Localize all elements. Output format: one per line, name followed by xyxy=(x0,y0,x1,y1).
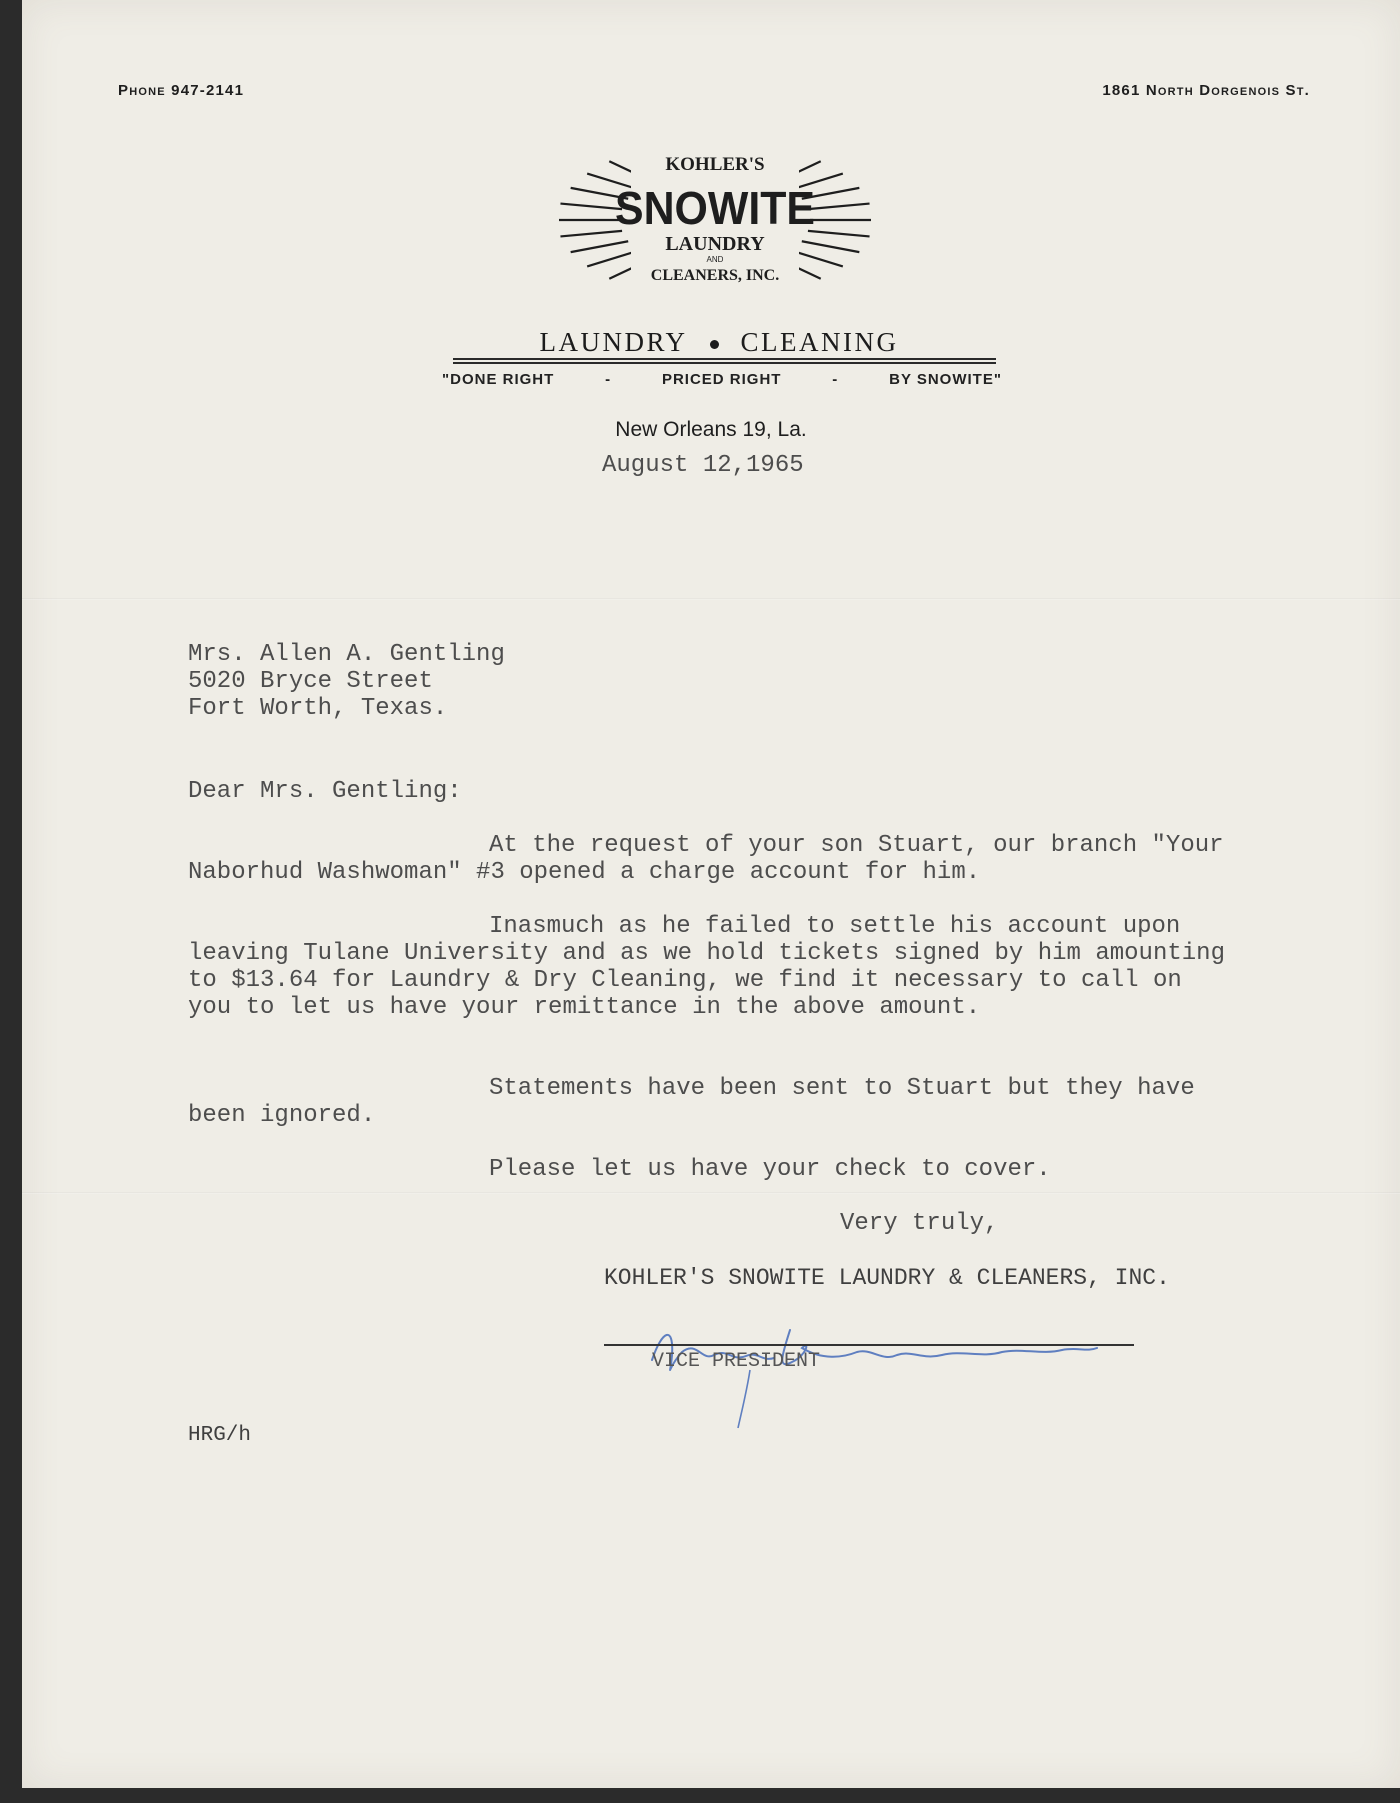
logo-ray xyxy=(802,241,860,252)
reference-initials: HRG/h xyxy=(188,1424,252,1447)
slogan-separator: - xyxy=(605,371,612,388)
logo-ray xyxy=(792,251,843,267)
slogan xyxy=(442,371,1002,388)
slogan-separator: - xyxy=(832,371,839,388)
body-paragraph: Inasmuch as he failed to settle his account upon leaving Tulane University and as we hold tickets signed by him amounting to $13.64 for Laundry & Dry Cleaning, we find it necessary to call on you to let us have your remittance in the above amount. xyxy=(188,913,1240,1021)
body-paragraph: Please let us have your check to cover. xyxy=(489,1156,1051,1183)
letterhead-phone: Phone 947-2141 xyxy=(118,82,245,99)
signature-tail xyxy=(738,1370,750,1428)
recipient-street: 5020 Bryce Street xyxy=(188,668,433,695)
letterhead-rule-bottom xyxy=(453,362,996,364)
logo-line-and: AND xyxy=(706,255,724,264)
logo-ray xyxy=(560,231,622,237)
logo-line-cleaners: CLEANERS, INC. xyxy=(650,267,780,284)
fold-line-upper xyxy=(22,598,1400,600)
slogan-part: "DONE RIGHT xyxy=(442,371,555,388)
logo-ray xyxy=(560,204,622,210)
logo-line-kohlers: KOHLER'S xyxy=(665,154,765,175)
logo-ray xyxy=(808,231,870,237)
company-name: KOHLER'S SNOWITE LAUNDRY & CLEANERS, INC. xyxy=(604,1265,1170,1291)
letterhead-address: 1861 North Dorgenois St. xyxy=(1102,82,1310,99)
service-cleaning: CLEANING xyxy=(740,327,899,357)
recipient-address xyxy=(188,641,505,722)
signature-line xyxy=(604,1344,1134,1346)
fold-line-lower xyxy=(22,1192,1400,1194)
logo-line-laundry: LAUNDRY xyxy=(665,233,765,255)
body-paragraph: Statements have been sent to Stuart but they have been ignored. xyxy=(188,1075,1210,1129)
signer-title: VICE PRESIDENT xyxy=(652,1350,821,1373)
body-paragraph: At the request of your son Stuart, our branch "Your Naborhud Washwoman" #3 opened a charge account for him. xyxy=(188,832,1238,886)
letterhead-city: New Orleans 19, La. xyxy=(615,418,807,441)
slogan-part: BY SNOWITE" xyxy=(889,371,1002,388)
letterhead-rule-top xyxy=(453,358,996,360)
slogan-part: PRICED RIGHT xyxy=(661,371,782,388)
services-heading xyxy=(462,327,976,358)
letter-date: August 12,1965 xyxy=(602,452,804,479)
recipient-city: Fort Worth, Texas. xyxy=(188,695,448,722)
logo-ray xyxy=(808,204,870,210)
logo-line-snowite: SNOWITE xyxy=(615,182,815,234)
recipient-name: Mrs. Allen A. Gentling xyxy=(188,641,505,668)
snowite-logo xyxy=(559,138,871,298)
letter-page xyxy=(22,0,1400,1788)
logo-ray xyxy=(571,241,629,252)
salutation: Dear Mrs. Gentling: xyxy=(188,778,462,805)
bullet-dot-icon xyxy=(710,340,719,349)
closing: Very truly, xyxy=(840,1210,999,1237)
logo-ray xyxy=(587,251,638,267)
service-laundry: LAUNDRY xyxy=(539,327,688,357)
